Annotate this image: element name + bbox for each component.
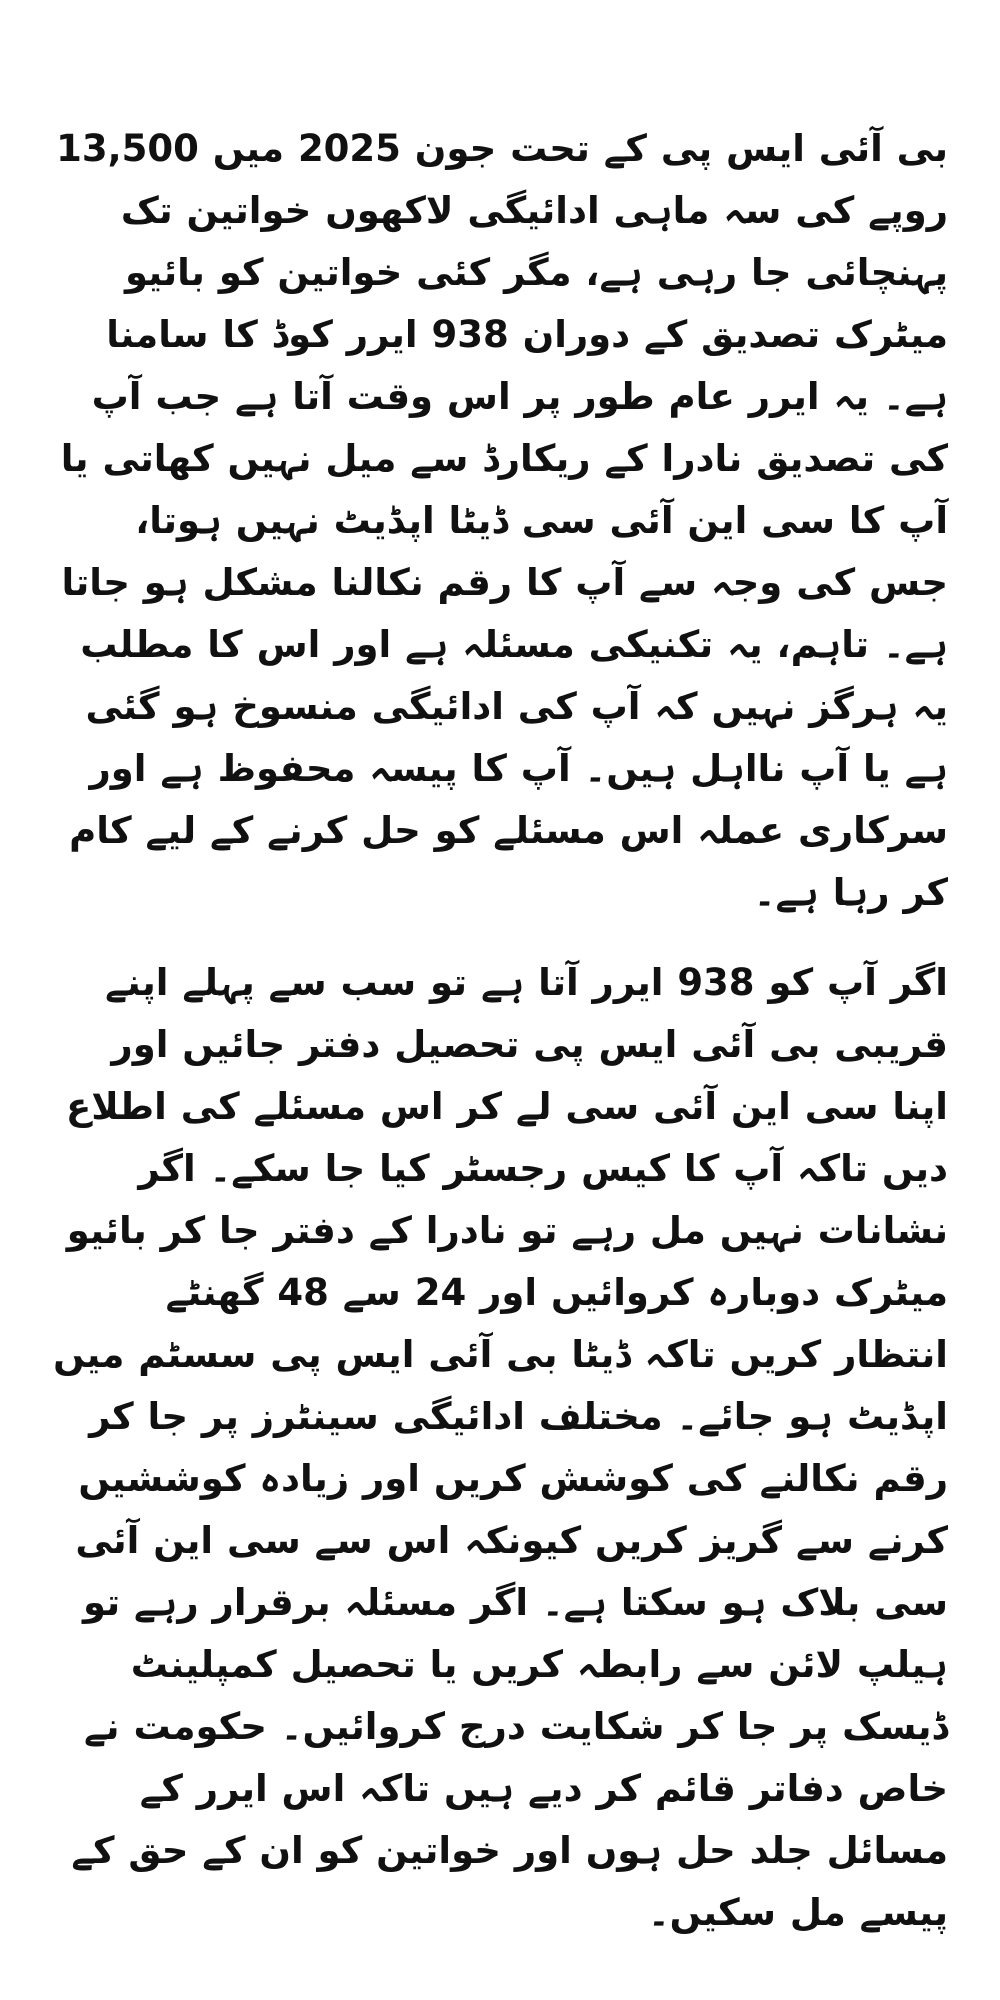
article-paragraph-1: بی آئی ایس پی کے تحت جون 2025 میں 13,500 روپے کی سہ ماہی ادائیگی لاکھوں خواتین تک پہنچائی جا رہی ہے، مگر کئی خواتین کو بائیو میٹرک تصدیق کے دوران 938 ایرر کوڈ کا سامنا ہے۔ یہ ایرر عام طور پر اس وقت آتا ہے جب آپ کی تصدیق نادرا کے ریکارڈ سے میل نہیں کھاتی یا آپ کا سی این آئی سی ڈیٹا اپڈیٹ نہیں ہوتا، جس کی وجہ سے آپ کا رقم نکالنا مشکل ہو جاتا ہے۔ تاہم، یہ تکنیکی مسئلہ ہے اور اس کا مطلب یہ ہرگز نہیں کہ آپ کی ادائیگی منسوخ ہو گئی ہے یا آپ نااہل ہیں۔ آپ کا پیسہ محفوظ ہے اور سرکاری عملہ اس مسئلے کو حل کرنے کے لیے کام کر رہا ہے۔ [56, 127, 948, 914]
article-paragraph-2: اگر آپ کو 938 ایرر آتا ہے تو سب سے پہلے اپنے قریبی بی آئی ایس پی تحصیل دفتر جائیں اور اپنا سی این آئی سی لے کر اس مسئلے کی اطلاع دیں تاکہ آپ کا کیس رجسٹر کیا جا سکے۔ اگر نشانات نہیں مل رہے تو نادرا کے دفتر جا کر بائیو میٹرک دوبارہ کروائیں اور 24 سے 48 گھنٹے انتظار کریں تاکہ ڈیٹا بی آئی ایس پی سسٹم میں اپڈیٹ ہو جائے۔ مختلف ادائیگی سینٹرز پر جا کر رقم نکالنے کی کوشش کریں اور زیادہ کوششیں کرنے سے گریز کریں کیونکہ اس سے سی این آئی سی بلاک ہو سکتا ہے۔ اگر مسئلہ برقرار رہے تو ہیلپ لائن سے رابطہ کریں یا تحصیل کمپلینٹ ڈیسک پر جا کر شکایت درج کروائیں۔ حکومت نے خاص دفاتر قائم کر دیے ہیں تاکہ اس ایرر کے مسائل جلد حل ہوں اور خواتین کو ان کے حق کے پیسے مل سکیں۔ [53, 961, 948, 1934]
